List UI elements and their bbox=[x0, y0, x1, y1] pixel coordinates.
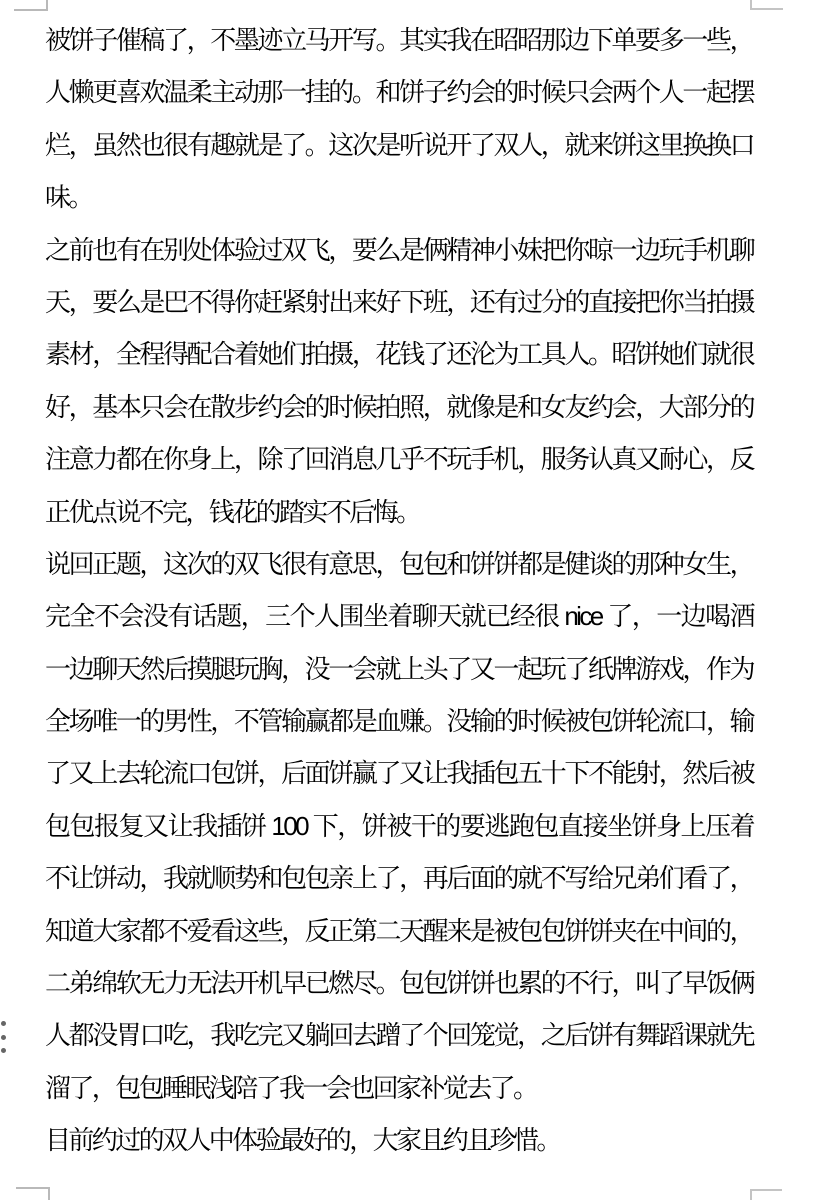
text-line: 注意力都在你身上，除了回消息几乎不玩手机，服务认真又耐心，反 bbox=[45, 444, 753, 475]
text-line: 一边聊天然后摸腿玩胸，没一会就上头了又一起玩了纸牌游戏，作为 bbox=[45, 653, 753, 684]
text-line: 完全不会没有话题，三个人围坐着聊天就已经很 nice 了，一边喝酒 bbox=[45, 601, 753, 632]
text-boundary-mark-bottom-left bbox=[16, 1187, 50, 1200]
text-line: 天，要么是巴不得你赶紧射出来好下班，还有过分的直接把你当拍摄 bbox=[45, 286, 753, 317]
text-line: 烂，虽然也很有趣就是了。这次是听说开了双人，就来饼这里换换口 bbox=[45, 129, 753, 160]
text-line: 好，基本只会在散步约会的时候拍照，就像是和女友约会，大部分的 bbox=[45, 391, 753, 422]
text-line: 二弟绵软无力无法开机早已燃尽。包包饼饼也累的不行，叫了早饭俩 bbox=[45, 968, 753, 999]
paragraph-2 bbox=[45, 224, 753, 538]
text-boundary-mark-top-right bbox=[750, 0, 783, 10]
text-line: 正优点说不完，钱花的踏实不后悔。 bbox=[45, 496, 420, 527]
drag-handle-dot bbox=[1, 1035, 6, 1040]
text-line: 溜了，包包睡眠浅陪了我一会也回家补觉去了。 bbox=[45, 1072, 537, 1103]
text-line: 目前约过的双人中体验最好的，大家且约且珍惜。 bbox=[45, 1125, 560, 1156]
text-line: 人都没胃口吃，我吃完又躺回去蹭了个回笼觉，之后饼有舞蹈课就先 bbox=[45, 1020, 753, 1051]
drag-handle-icon[interactable] bbox=[1, 1021, 7, 1062]
paragraph-3 bbox=[45, 538, 753, 1114]
text-line: 素材，全程得配合着她们拍摄，花钱了还沦为工具人。昭饼她们就很 bbox=[45, 339, 753, 370]
text-line: 之前也有在别处体验过双飞，要么是俩精神小妹把你晾一边玩手机聊 bbox=[45, 234, 753, 265]
paragraph-4 bbox=[45, 1114, 753, 1166]
text-line: 味。 bbox=[45, 182, 92, 213]
text-line: 知道大家都不爱看这些，反正第二天醒来是被包包饼饼夹在中间的， bbox=[45, 915, 753, 946]
text-line: 被饼子催稿了，不墨迹立马开写。其实我在昭昭那边下单要多一些， bbox=[45, 25, 753, 55]
drag-handle-dot bbox=[1, 1048, 6, 1053]
paragraph-1 bbox=[45, 14, 753, 224]
text-line: 说回正题，这次的双飞很有意思，包包和饼饼都是健谈的那种女生， bbox=[45, 548, 753, 579]
text-line: 不让饼动，我就顺势和包包亲上了，再后面的就不写给兄弟们看了， bbox=[45, 863, 753, 894]
document-text-area[interactable] bbox=[45, 14, 753, 1167]
text-boundary-mark-top-left bbox=[14, 0, 48, 11]
text-boundary-mark-bottom-right bbox=[750, 1189, 782, 1200]
text-line: 人懒更喜欢温柔主动那一挂的。和饼子约会的时候只会两个人一起摆 bbox=[45, 77, 753, 108]
text-line: 了又上去轮流口包饼，后面饼赢了又让我插包五十下不能射，然后被 bbox=[45, 758, 753, 789]
drag-handle-dot bbox=[1, 1021, 6, 1026]
text-line: 包包报复又让我插饼 100 下，饼被干的要逃跑包直接坐饼身上压着 bbox=[45, 810, 753, 841]
text-line: 全场唯一的男性，不管输赢都是血赚。没输的时候被包饼轮流口，输 bbox=[45, 706, 753, 737]
